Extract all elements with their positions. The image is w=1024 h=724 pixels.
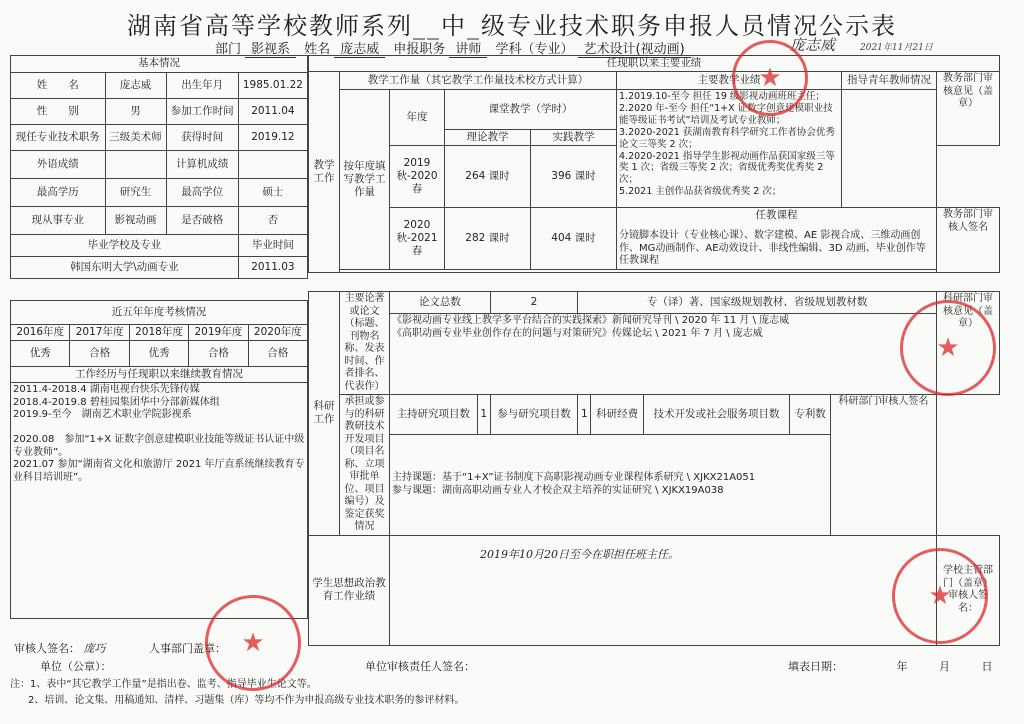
paper-total: 2 xyxy=(490,292,578,314)
assess-year-1: 2017年度 xyxy=(70,325,129,341)
course-cell xyxy=(617,208,937,270)
theory-label: 理论教学 xyxy=(445,130,531,146)
year-label: 年度 xyxy=(390,90,445,146)
degree-label: 最高学位 xyxy=(166,179,238,207)
assess-table xyxy=(10,300,308,619)
lang-label: 外语成绩 xyxy=(11,151,106,179)
gradtime-value: 2011.03 xyxy=(238,257,307,279)
assess-year-0: 2016年度 xyxy=(11,325,70,341)
date-month: 月 xyxy=(939,660,950,673)
birth-value: 1985.01.22 xyxy=(238,73,307,99)
perf-label: 主要教学业绩 xyxy=(617,72,842,90)
name-value: 庞志威 xyxy=(334,42,385,58)
fill-label: 按年度填写教学工作量 xyxy=(340,90,390,270)
star-icon: ★ xyxy=(928,581,952,611)
perf-line-2: 3.2020-2021 获湖南教育科学研究工作者协会优秀论文三等奖 2 次； xyxy=(619,126,835,150)
subject-label: 学科（专业） xyxy=(495,42,574,57)
fund-label: 科研经费 xyxy=(591,395,643,435)
row1-practice: 396 课时 xyxy=(531,146,617,208)
patent-label: 专利数 xyxy=(790,395,831,435)
gradtime-label: 毕业时间 xyxy=(238,235,307,257)
computer-value xyxy=(238,151,307,179)
join-count: 1 xyxy=(578,395,591,435)
perf-line-1: 2.2020 年-至今 担任“1+X 证数字创意建模职业技能等级证书考试”培训及考试专业教师； xyxy=(619,103,833,126)
gender-value: 男 xyxy=(105,99,166,125)
date-year: 年 xyxy=(896,660,908,673)
row2-theory: 282 课时 xyxy=(445,208,531,270)
unit-head-label: 单位审核责任人签名： xyxy=(365,660,475,673)
proj-count-label: 主持研究项目数 xyxy=(390,395,478,435)
star-icon: ★ xyxy=(758,63,782,93)
exp-line-4: 2020.08 参加“1+X 证数字创意建模职业技能等级证书认证中级专业教师”。 xyxy=(13,434,305,458)
assess-result-1: 合格 xyxy=(70,341,129,367)
course-label: 任教课程 xyxy=(755,209,798,222)
official-seal-3 xyxy=(892,548,988,644)
assess-result-2: 优秀 xyxy=(129,341,188,367)
row1-year: 2019 秋-2020 春 xyxy=(390,146,445,208)
official-seal-2 xyxy=(900,300,996,396)
reviewer-sign: 庞巧 xyxy=(83,642,106,655)
position-value: 讲师 xyxy=(449,42,487,58)
workload-label: 教学工作量（其它教学工作量技术校方式计算） xyxy=(340,72,617,90)
paper-total-label: 论文总数 xyxy=(390,292,491,314)
assess-result-4: 合格 xyxy=(248,341,307,367)
exception-value: 否 xyxy=(238,207,307,235)
school-opinion: 学校主管部门（盖章）审核人签名： xyxy=(937,535,1000,645)
date-row xyxy=(788,658,993,674)
note-2: 2、培训、论文集、用稿通知、清样、习题集（库）等均不作为申报高级专业技术职务的参评材料。 xyxy=(28,695,465,706)
paper-cell xyxy=(390,314,937,395)
section-main: 任现职以来主要业绩 xyxy=(309,56,1000,72)
research-sign: 科研部门审核人签名 xyxy=(830,395,936,536)
exp-line-3 xyxy=(13,422,305,435)
perf-line-4: 5.2021 主创作品获省级优秀奖 2 次； xyxy=(619,186,782,198)
class-label: 课堂教学（学时） xyxy=(488,103,573,116)
edu-label: 最高学历 xyxy=(11,179,106,207)
date-day: 日 xyxy=(981,660,993,673)
perf-line-3: 4.2020-2021 指导学生影视动画作品获国家级三等奖 1 次；省级三等奖 2 次；省级优秀奖优秀奖 2 次； xyxy=(619,150,835,186)
proj-line-0: 主持课题：基于“1+X”证书制度下高职影视动画专业课程体系研究 \ XJKX21A051 xyxy=(392,472,756,484)
exp-line-0: 2011.4-2018.4 湖南电视台快乐先锋传媒 xyxy=(13,384,200,396)
note-1: 注：1、表中“其它教学工作量”是指出卷、监考、指导毕业生论文等。 xyxy=(10,679,317,690)
major-value: 影视动画 xyxy=(105,207,166,235)
assess-year-3: 2019年度 xyxy=(189,325,248,341)
official-seal-1 xyxy=(732,40,808,116)
subject-value: 艺术设计(视动画) xyxy=(578,42,691,58)
birth-label: 出生年月 xyxy=(166,73,238,99)
assess-result-3: 合格 xyxy=(189,341,248,367)
work-value: 2011.04 xyxy=(238,99,307,125)
young-label: 指导青年教师情况 xyxy=(842,72,937,90)
reviewer-label: 审核人签名： xyxy=(14,642,80,655)
edu-value: 研究生 xyxy=(105,179,166,207)
course-list: 分镜脚本设计（专业核心课）、数字建模、AE 影视合成、三维动画创作、MG动画制作、AE动效设计、非线性编辑、3D 动画、毕业创作等任教课程 xyxy=(619,230,926,267)
dept-value: 影视系 xyxy=(245,42,296,58)
spacer-row xyxy=(340,269,937,272)
exp-line-5: 2021.07 参加“湖南省文化和旅游厅 2021 年厅直系统继续教育专业科目培训班”。 xyxy=(13,459,305,483)
computer-label: 计算机成绩 xyxy=(166,151,238,179)
main-table xyxy=(308,55,1000,273)
name-value: 庞志威 xyxy=(105,73,166,99)
dept-sign: 教务部门审核人签名 xyxy=(937,208,1000,273)
student-label: 学生思想政治教育工作业绩 xyxy=(309,535,390,645)
young-cell xyxy=(842,90,937,208)
row2-practice: 404 课时 xyxy=(531,208,617,270)
class-label-cell xyxy=(445,90,617,130)
date-label: 填表日期： xyxy=(788,660,843,673)
exp-label: 工作经历与任现职以来继续教育情况 xyxy=(11,367,308,383)
exp-line-1: 2018.4-2019.8 碧桂园集团华中分部新媒体组 xyxy=(13,396,220,408)
degree-value: 硕士 xyxy=(238,179,307,207)
title-value: 三级美术师 xyxy=(105,125,166,151)
practice-label: 实践教学 xyxy=(531,130,617,146)
obtain-value: 2019.12 xyxy=(238,125,307,151)
lang-value xyxy=(105,151,166,179)
page-title: 湖南省高等学校教师系列__中_级专业技术职务申报人员情况公示表 xyxy=(127,12,897,40)
student-text: 2019年10月20日至今在职担任班主任。 xyxy=(390,535,937,645)
row2-year: 2020 秋-2021 春 xyxy=(390,208,445,270)
paper-line-0: 《影视动画专业线上教学多平台结合的实践探索》新闻研究导刊 \ 2020 年 11 月 \ 庞志威 xyxy=(392,315,790,327)
basic-info-table xyxy=(10,55,308,279)
proj-count: 1 xyxy=(477,395,490,435)
header-signature: 庞志威 xyxy=(790,36,836,54)
join-label: 参与研究项目数 xyxy=(490,395,578,435)
paper-line-1: 《高职动画专业毕业创作存在的问题与对策研究》传媒论坛 \ 2021 年 7 月 \ 庞志威 xyxy=(392,327,763,339)
tech-label: 技术开发或社会服务项目数 xyxy=(643,395,789,435)
assess-year-4: 2020年度 xyxy=(248,325,307,341)
paper-label: 主要论著或论文（标题、刊物名称、发表时间、作者排名、代表作） xyxy=(340,292,390,395)
exp-line-2: 2019.9-至今 湖南艺术职业学院影视系 xyxy=(13,409,192,421)
assess-result-0: 优秀 xyxy=(11,341,70,367)
dept-label: 部门 xyxy=(215,42,242,57)
official-seal-4 xyxy=(205,595,301,691)
teaching-label: 教学工作 xyxy=(309,72,340,273)
row1-theory: 264 课时 xyxy=(445,146,531,208)
proj-cell xyxy=(390,435,831,535)
header-date: 2021年11月21日 xyxy=(860,43,933,53)
perf-line-0: 1.2019.10-至今 担任 19 级影视动画班班主任； xyxy=(619,91,825,103)
proj-label: 承担或参与的科研教研技术开发项目（项目名称、立项审批单位、项目编号）及鉴定获奖情况 xyxy=(340,395,390,536)
proj-line-1: 参与课题：湖南高职动画专业人才校企双主培养的实证研究 \ XJKX19A038 xyxy=(392,484,724,496)
assess-year-2: 2018年度 xyxy=(129,325,188,341)
research-opinion: 科研部门审核意见（盖章） xyxy=(937,292,1000,395)
hr-label: 人事部门盖章： xyxy=(149,642,226,655)
section-basic: 基本情况 xyxy=(11,56,308,73)
exception-label: 是否破格 xyxy=(166,207,238,235)
unit-label: 单位（公章）： xyxy=(40,660,112,673)
footer-reviewer xyxy=(14,640,226,656)
star-icon: ★ xyxy=(936,333,960,363)
exp-cell xyxy=(11,383,308,619)
school-label: 毕业学校及专业 xyxy=(11,235,239,257)
name-label: 姓名 xyxy=(304,42,331,57)
obtain-label: 获得时间 xyxy=(166,125,238,151)
assess-label: 近五年年度考核情况 xyxy=(11,301,308,325)
major-label: 现从事专业 xyxy=(11,207,106,235)
work-label: 参加工作时间 xyxy=(166,99,238,125)
paper-other: 专（译）著、国家级规划教材、省级规划教材数 xyxy=(578,292,937,314)
position-label: 申报职务 xyxy=(393,42,446,57)
star-icon: ★ xyxy=(241,628,265,658)
gender-label: 性 别 xyxy=(11,99,106,125)
school-value: 韩国东明大学\动画专业 xyxy=(11,257,239,279)
dept-opinion: 教务部门审核意见（盖章） xyxy=(937,72,1000,146)
name-label: 姓 名 xyxy=(11,73,106,99)
title-label: 现任专业技术职务 xyxy=(11,125,106,151)
research-label: 科研工作 xyxy=(309,292,340,536)
perf-cell xyxy=(617,90,842,208)
